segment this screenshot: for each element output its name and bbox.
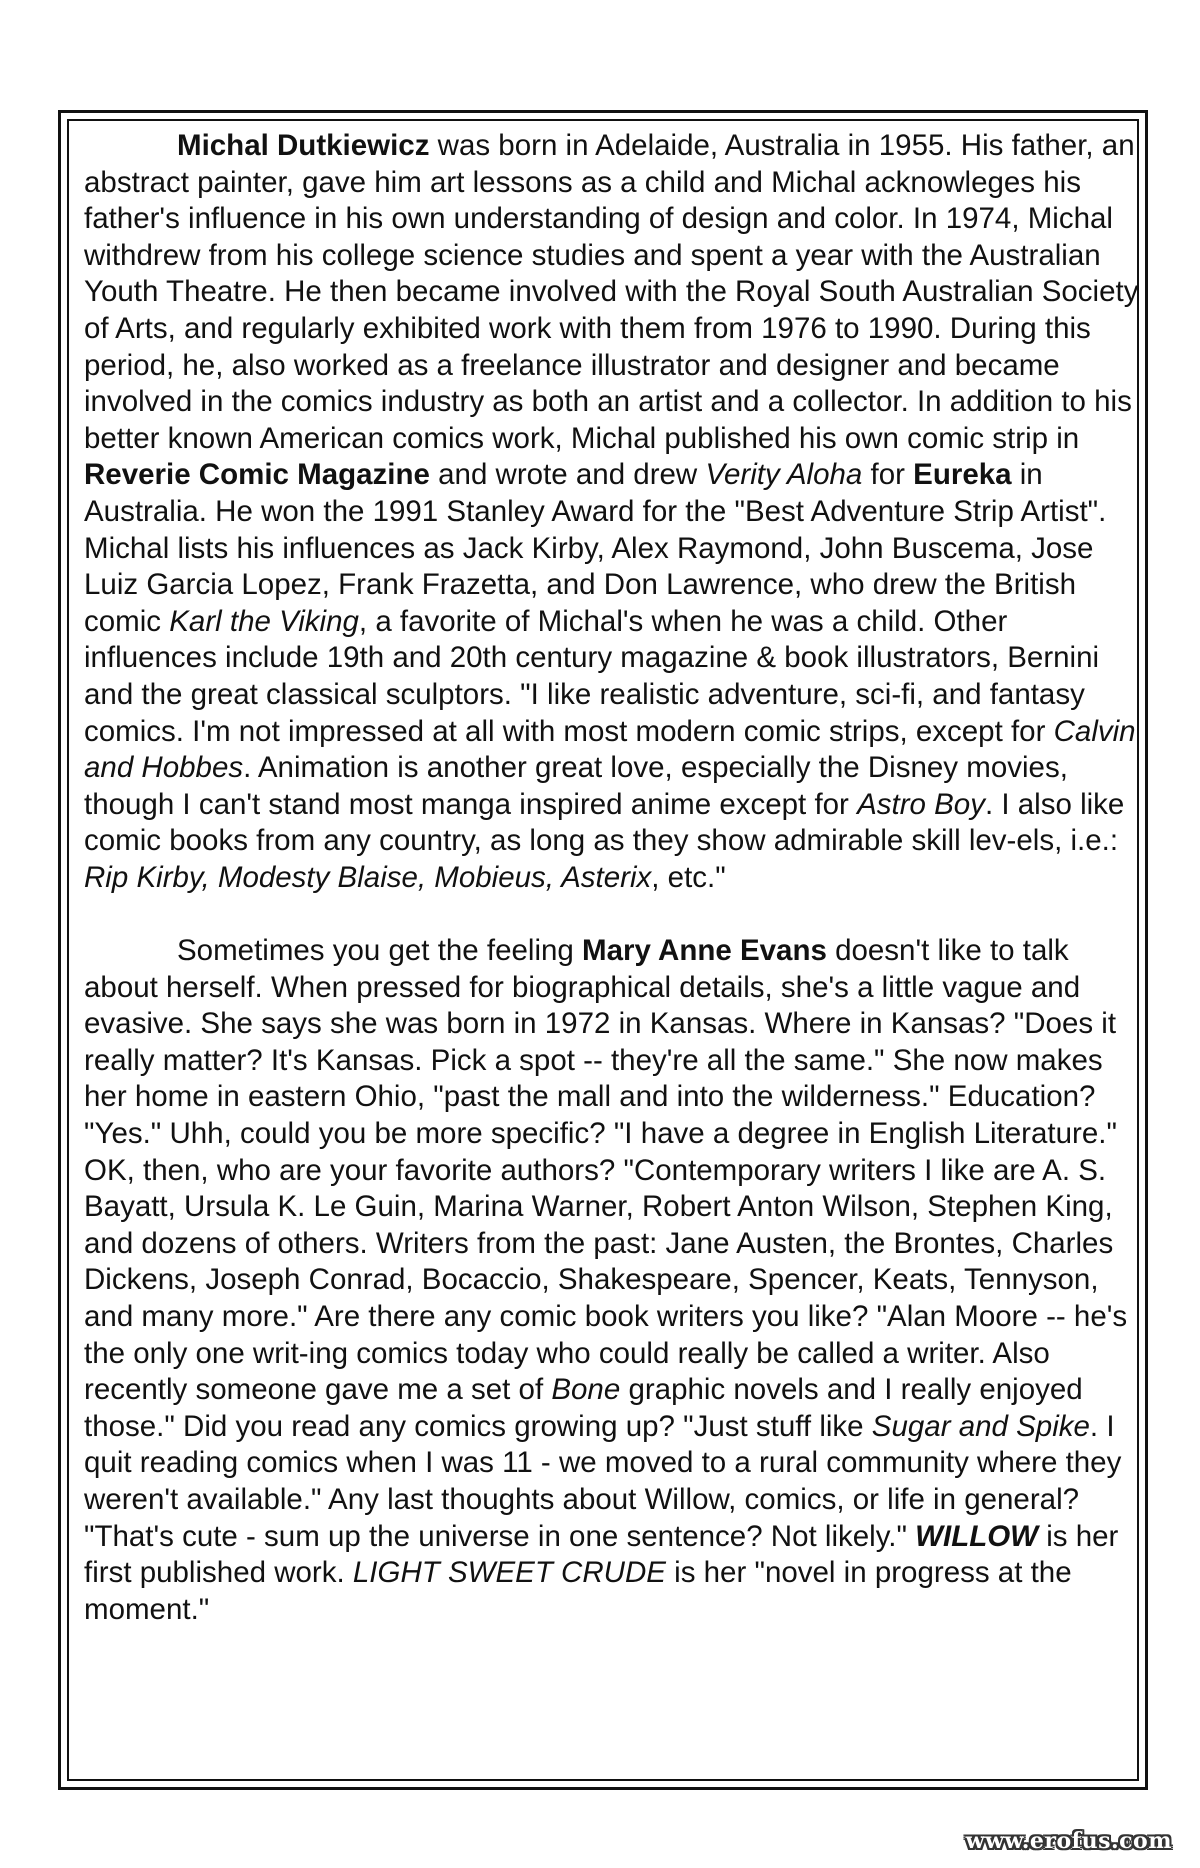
biography-text bbox=[84, 128, 1144, 1628]
bio-segment: in Australia. He won the 1991 Stanley Award for the "Best Adventure Strip Artist". Michal lists his influences as Jack Kirby, Alex Raymond, John Buscema, Jose Luiz Garcia Lopez, Frank Frazetta, and Don Lawrence, who drew the British comic bbox=[84, 458, 1107, 638]
bio-paragraph-mary-anne-evans bbox=[84, 933, 1144, 1628]
bio-segment: Michal Dutkiewicz bbox=[177, 129, 430, 162]
bio-paragraph-michal-dutkiewicz bbox=[84, 128, 1144, 896]
bio-segment: , etc." bbox=[651, 860, 726, 894]
bio-segment: Bone bbox=[551, 1373, 621, 1407]
bio-segment: . I also like comic books from any country, as long as they show admirable skill lev-els, i.e.: bbox=[84, 787, 1125, 858]
bio-segment: is her first published work. bbox=[84, 1519, 1119, 1590]
bio-segment: . Animation is another great love, especially the Disney movies, though I can't stand most manga inspired anime except for bbox=[84, 751, 1068, 821]
bio-segment: Astro Boy bbox=[857, 787, 985, 821]
bio-segment: Rip Kirby, Modesty Blaise, Mobieus, Asterix bbox=[84, 860, 652, 894]
bio-segment: doesn't like to talk about herself. When pressed for biographical details, she's a little vague and evasive. She says she was born in 1972 in Kansas. Where in Kansas? "Does it really matter? It's Kansas. Pick a spot -- they're all the same." She now makes her home in eastern Ohio, "past the mall and into the wilderness." Education? "Yes." Uhh, could you be more specific? "I have a degree in English Literature." OK, then, who are your favorite authors? "Contemporary writers I like are A. S. Bayatt, Ursula K. Le Guin, Marina Warner, Robert Anton Wilson, Stephen King, and dozens of others. Writers from the past: Jane Austen, the Brontes, Charles Dickens, Joseph Conrad, Bocaccio, Shakespeare, Spencer, Keats, Tennyson, and many more." Are there any comic book writers you like? "Alan Moore -- he's the only one writ-ing comics today who could really be called a writer. Also recently someone gave me a set of bbox=[84, 934, 1128, 1407]
bio-segment: is her "novel in progress at the moment." bbox=[84, 1556, 1072, 1626]
bio-segment: Karl the Viking bbox=[169, 604, 359, 638]
bio-segment: Sometimes you get the feeling bbox=[177, 934, 583, 968]
bio-segment: , a favorite of Michal's when he was a child. Other influences include 19th and 20th century magazine & book illustrators, Bernini and the great classical sculptors. "I like realistic adventure, sci-fi, and fantasy comics. I'm not impressed at all with most modern comic strips, except for bbox=[84, 604, 1100, 748]
bio-segment: for bbox=[862, 458, 914, 492]
bio-segment: Eureka bbox=[913, 458, 1012, 492]
site-watermark: www.erofus.com bbox=[965, 1828, 1172, 1854]
bio-segment: WILLOW bbox=[915, 1519, 1039, 1553]
bio-segment: Calvin and Hobbes bbox=[84, 714, 1136, 785]
bio-segment: Verity Aloha bbox=[705, 458, 863, 492]
bio-segment: . I quit reading comics when I was 11 - we moved to a rural community where they weren't available." Any last thoughts about Willow, comics, or life in general? "That's cute - sum up the universe in one sentence? Not likely." bbox=[84, 1409, 1122, 1553]
bio-segment: Reverie Comic Magazine bbox=[84, 458, 430, 492]
bio-segment: LIGHT SWEET CRUDE bbox=[352, 1556, 666, 1590]
bio-segment: was born in Adelaide, Australia in 1955. His father, an abstract painter, gave him art lessons as a child and Michal acknowleges his father's influence in his own understanding of design and color. In 1974, Michal withdrew from his college science studies and spent a year with the Australian Youth Theatre. He then became involved with the Royal South Australian Society of Arts, and regularly exhibited work with them from 1976 to 1990. During this period, he, also worked as a freelance illustrator and designer and became involved in the comics industry as both an artist and a collector. In addition to his better known American comics work, Michal published his own comic strip in bbox=[84, 129, 1139, 455]
bio-segment: graphic novels and I really enjoyed those." Did you read any comics growing up? "Just stuff like bbox=[84, 1373, 1083, 1443]
bio-segment: Sugar and Spike bbox=[871, 1409, 1090, 1443]
bio-segment: and wrote and drew bbox=[429, 458, 706, 492]
bio-segment: Mary Anne Evans bbox=[582, 934, 827, 968]
